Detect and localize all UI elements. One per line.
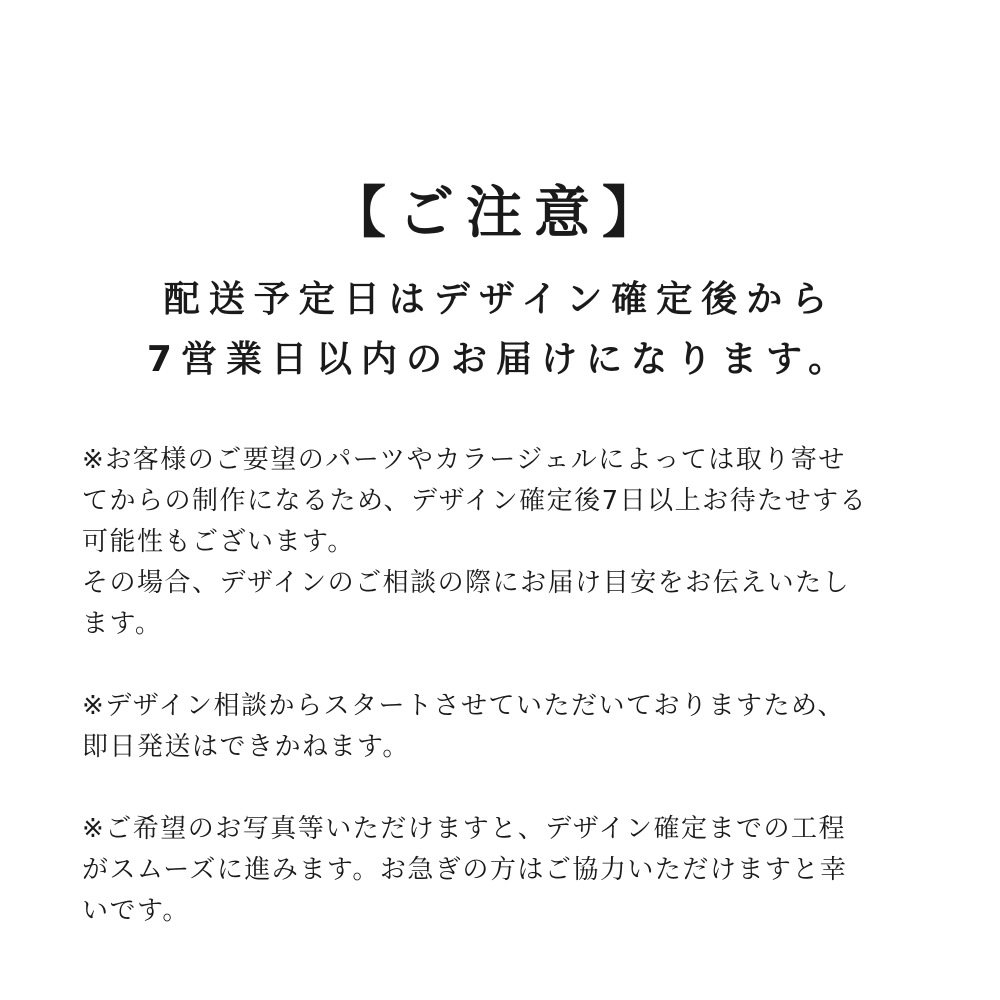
note-line: 可能性もございます。 [82, 527, 355, 557]
note-line: 即日発送はできかねます。 [82, 732, 410, 762]
delivery-lead [0, 270, 1000, 390]
note-line: ※ご希望のお写真等いただけますと、デザイン確定までの工程 [82, 814, 846, 844]
note-no-same-day [82, 686, 922, 768]
note-photo-request [82, 809, 922, 932]
note-line: てからの制作になるため、デザイン確定後7日以上お待たせする [82, 486, 868, 516]
note-line: いです。 [82, 896, 190, 926]
lead-line: 配送予定日はデザイン確定後から [163, 279, 837, 320]
note-line: ※デザイン相談からスタートさせていただいておりますため、 [82, 691, 845, 721]
notice-title: 【ご注意】 [330, 180, 670, 246]
note-line: がスムーズに進みます。お急ぎの方はご協力いただけますと幸 [82, 855, 848, 885]
note-line: ます。 [82, 609, 163, 639]
note-parts-order [82, 440, 922, 645]
lead-line: 7営業日以内のお届けになります。 [146, 339, 854, 380]
notes-section [82, 440, 922, 932]
note-line: ※お客様のご要望のパーツやカラージェルによっては取り寄せ [82, 445, 846, 475]
note-line: その場合、デザインのご相談の際にお届け目安をお伝えいたし [82, 568, 851, 598]
